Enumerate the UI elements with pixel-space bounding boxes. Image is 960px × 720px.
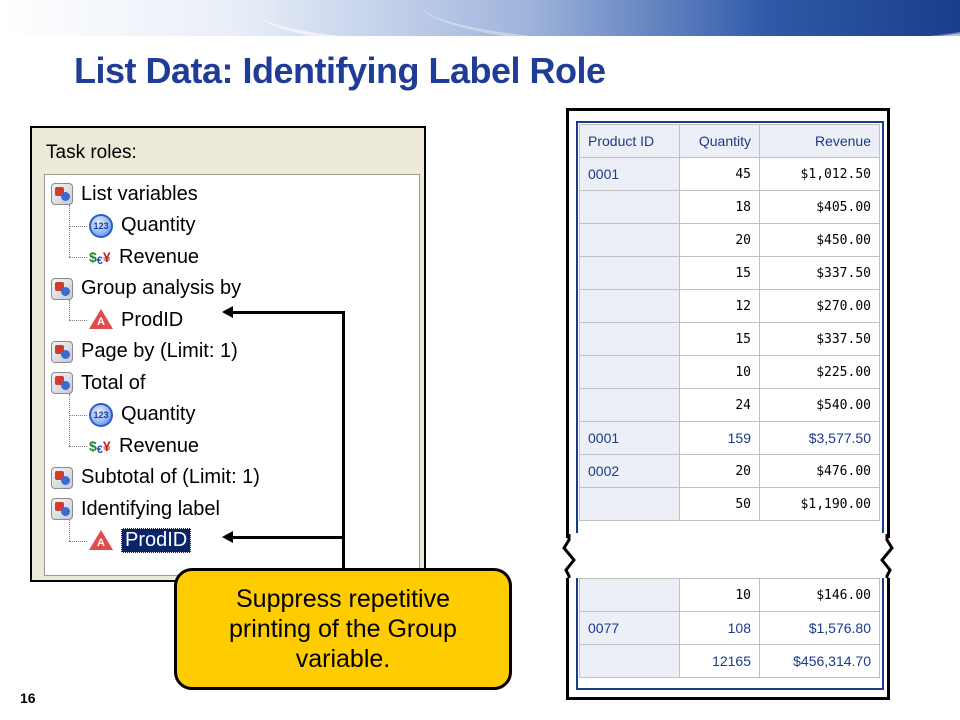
tree-role-item[interactable] [51, 337, 238, 367]
role-icon [51, 341, 73, 363]
table-row [580, 257, 880, 290]
tree-role-item[interactable] [51, 463, 260, 493]
table-row [580, 224, 880, 257]
tree-variable-item[interactable] [89, 211, 195, 241]
product-id-cell [580, 356, 680, 389]
quantity-cell: 45 [680, 158, 760, 191]
tree-role-item[interactable] [51, 494, 220, 524]
revenue-cell: $337.50 [760, 323, 880, 356]
character-variable-icon: A [89, 309, 113, 331]
header-revenue: Revenue [760, 125, 880, 158]
currency-variable-icon: $ € ¥ [89, 249, 111, 267]
quantity-cell: 12165 [680, 645, 760, 678]
header-banner [0, 0, 960, 36]
subtotal-row [580, 422, 880, 455]
revenue-cell: $1,012.50 [760, 158, 880, 191]
quantity-cell: 10 [680, 579, 760, 612]
report-table-top [579, 124, 880, 521]
product-id-cell: 0001 [580, 158, 680, 191]
quantity-cell: 20 [680, 455, 760, 488]
quantity-cell: 15 [680, 257, 760, 290]
torn-edge-left [562, 534, 576, 582]
numeric-variable-icon: 123 [89, 214, 113, 238]
task-roles-caption: Task roles: [46, 142, 137, 163]
table-row [580, 323, 880, 356]
header-product-id: Product ID [580, 125, 680, 158]
table-row [580, 579, 880, 612]
table-row [580, 191, 880, 224]
role-icon [51, 278, 73, 300]
total-row [580, 645, 880, 678]
tree-variable-item[interactable] [89, 431, 199, 461]
role-icon [51, 183, 73, 205]
arrow-head-icon [222, 531, 233, 543]
role-icon [51, 372, 73, 394]
arrow-to-group-prodid [342, 312, 345, 570]
quantity-cell: 20 [680, 224, 760, 257]
tree-role-item[interactable] [51, 274, 241, 304]
revenue-cell: $146.00 [760, 579, 880, 612]
tree-item-label: Quantity [121, 403, 196, 425]
product-id-cell [580, 488, 680, 521]
product-id-cell [580, 323, 680, 356]
slide-number: 16 [20, 690, 36, 706]
revenue-cell: $405.00 [760, 191, 880, 224]
tree-variable-item[interactable] [89, 400, 195, 430]
arrow-to-group-prodid-h [232, 311, 345, 314]
callout-text: Suppress repetitive printing of the Group variable. [229, 585, 457, 673]
product-id-cell: 0077 [580, 612, 680, 645]
product-id-cell [580, 224, 680, 257]
product-id-cell [580, 389, 680, 422]
report-output-top [566, 108, 890, 538]
quantity-cell: 108 [680, 612, 760, 645]
tree-item-label: Identifying label [81, 497, 220, 520]
table-row [580, 356, 880, 389]
quantity-cell: 12 [680, 290, 760, 323]
product-id-cell [580, 257, 680, 290]
character-variable-icon: A [89, 530, 113, 552]
tree-variable-item[interactable] [89, 242, 199, 272]
revenue-cell: $450.00 [760, 224, 880, 257]
tree-item-label: Revenue [119, 245, 200, 268]
revenue-cell: $1,190.00 [760, 488, 880, 521]
task-roles-panel [30, 126, 426, 582]
header-quantity: Quantity [680, 125, 760, 158]
torn-edge-right [880, 534, 894, 582]
table-row [580, 290, 880, 323]
product-id-cell: 0002 [580, 455, 680, 488]
role-icon [51, 498, 73, 520]
tree-item-label: ProdID [121, 528, 191, 553]
revenue-cell: $1,576.80 [760, 612, 880, 645]
tree-item-label: Subtotal of (Limit: 1) [81, 466, 260, 488]
tree-item-label: Total of [81, 371, 146, 394]
tree-role-item[interactable] [51, 368, 145, 398]
tree-item-label: Revenue [119, 434, 200, 457]
tree-item-label: Quantity [121, 214, 196, 236]
report-output-bottom [566, 578, 890, 700]
quantity-cell: 18 [680, 191, 760, 224]
table-row [580, 389, 880, 422]
tree-variable-item[interactable] [89, 526, 191, 556]
quantity-cell: 24 [680, 389, 760, 422]
revenue-cell: $3,577.50 [760, 422, 880, 455]
tree-variable-item[interactable] [89, 305, 183, 335]
table-row [580, 488, 880, 521]
revenue-cell: $270.00 [760, 290, 880, 323]
revenue-cell: $337.50 [760, 257, 880, 290]
tree-item-label: ProdID [121, 308, 184, 331]
quantity-cell: 50 [680, 488, 760, 521]
tree-item-label: Page by (Limit: 1) [81, 340, 238, 362]
report-header-row [580, 125, 880, 158]
product-id-cell: 0001 [580, 422, 680, 455]
arrow-to-label-prodid-h [232, 536, 345, 539]
revenue-cell: $456,314.70 [760, 645, 880, 678]
task-roles-tree[interactable] [44, 174, 420, 576]
product-id-cell [580, 579, 680, 612]
revenue-cell: $540.00 [760, 389, 880, 422]
arrow-head-icon [222, 306, 233, 318]
role-icon [51, 467, 73, 489]
tree-item-label: Group analysis by [81, 277, 242, 299]
product-id-cell [580, 645, 680, 678]
revenue-cell: $476.00 [760, 455, 880, 488]
table-row [580, 158, 880, 191]
report-table-bottom [579, 578, 880, 678]
tree-role-item[interactable] [51, 179, 198, 209]
numeric-variable-icon: 123 [89, 403, 113, 427]
callout-box [174, 568, 512, 690]
quantity-cell: 15 [680, 323, 760, 356]
currency-variable-icon: $ € ¥ [89, 438, 111, 456]
tree-item-label: List variables [81, 182, 198, 205]
table-row [580, 455, 880, 488]
slide-title: List Data: Identifying Label Role [74, 50, 606, 91]
quantity-cell: 159 [680, 422, 760, 455]
product-id-cell [580, 191, 680, 224]
revenue-cell: $225.00 [760, 356, 880, 389]
quantity-cell: 10 [680, 356, 760, 389]
subtotal-row [580, 612, 880, 645]
product-id-cell [580, 290, 680, 323]
